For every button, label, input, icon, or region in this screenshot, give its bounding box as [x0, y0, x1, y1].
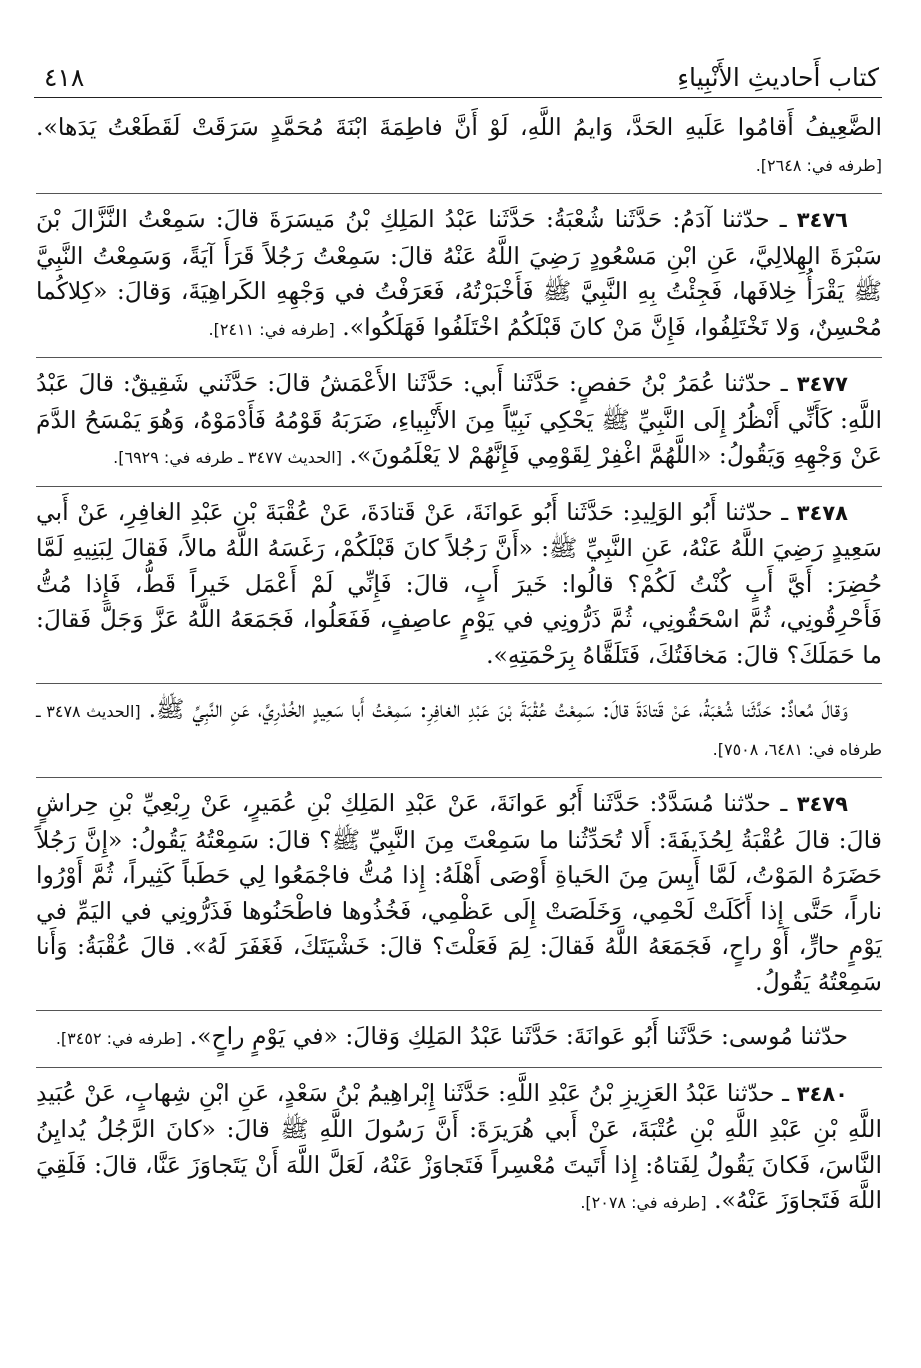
- paragraph-text: وَقالَ مُعاذٌ: حَدَّثَنا شُعْبَةُ، عَنْ قَتادَةَ قالَ: سَمِعْتُ عُقْبَةَ بْنَ عَبْدِ الغافِرِ: سَمِعْتُ أَبا سَعِيدٍ الخُدْرِيَّ، عَنِ النَّبِيِّ ﷺ.: [148, 695, 849, 723]
- paragraph-text: الضَّعِيفُ أَقامُوا عَلَيهِ الحَدَّ، وَايمُ اللَّهِ، لَوْ أَنَّ فاطِمَةَ ابْنَةَ مُحَمَّدٍ سَرَقَتْ لَقَطَعْتُ يَدَها».: [36, 113, 882, 141]
- cross-reference: [طرفه في: ٢٤١١].: [208, 319, 335, 339]
- separator: [36, 1010, 882, 1011]
- hadith-paragraph: [36, 786, 882, 1000]
- hadith-paragraph: [36, 110, 882, 183]
- separator: [36, 777, 882, 778]
- header-rule: [34, 97, 882, 98]
- hadith-number: ٣٤٧٩: [796, 792, 848, 816]
- cross-reference: [الحديث ٣٤٧٨ ـ طرفاه في: ٦٤٨١، ٧٥٠٨].: [36, 702, 882, 759]
- cross-reference: [طرفه في: ٢٦٤٨].: [755, 155, 882, 175]
- cross-reference: [الحديث ٣٤٧٧ ـ طرفه في: ٦٩٢٩].: [113, 448, 342, 467]
- paragraph-text: ـ حدّثنا أَبُو الوَلِيدِ: حَدَّثَنا أَبُو عَوانَةَ، عَنْ قَتادَةَ، عَنْ عُقْبَةَ بْنِ عَبْدِ الغافِرِ، عَنْ أَبي سَعِيدٍ رَضِيَ اللَّهُ عَنْهُ، عَنِ النَّبِيِّ ﷺ: «أَنَّ رَجُلاً كانَ قَبْلَكُمْ، رَغَسَهُ اللَّهُ مالاً، فَقالَ لِبَنِيهِ لَمَّا حُضِرَ: أَيَّ أَبٍ كُنْتُ لَكُمْ؟ قالُوا: خَيرَ أَبٍ، قالَ: فَإِنِّي لَمْ أَعْمَل خَيراً قَطُّ، فَإِذا مُتُّ فَأَحْرِقُونِي، ثُمَّ اسْحَقُونِي، ثُمَّ ذَرُّونِي في يَوْمٍ عاصِفٍ، فَفَعَلُوا، فَجَمَعَهُ اللَّهُ عَزَّ وَجَلَّ فَقالَ: ما حَمَلَكَ؟ قالَ: مَخافَتُكَ، فَتَلَقَّاهُ بِرَحْمَتِهِ».: [36, 497, 882, 669]
- paragraph-text: ـ حدّثنا عَبْدُ العَزِيزِ بْنُ عَبْدِ اللَّهِ: حَدَّثَنا إِبْراهِيمُ بْنُ سَعْدٍ، عَنِ ابْنِ شِهابٍ، عَنْ عُبَيدِ اللَّهِ بْنِ عَبْدِ اللَّهِ بْنِ عُتْبَةَ، عَنْ أَبي هُرَيرَةَ: أَنَّ رَسُولَ اللَّهِ ﷺ قالَ: «كانَ الرَّجُلُ يُدايِنُ النَّاسَ، فَكانَ يَقُولُ لِفَتاهُ: إِذا أَتَيتَ مُعْسِراً فَتَجاوَزْ عَنْهُ، لَعَلَّ اللَّهَ أَنْ يَتَجاوَزَ عَنَّا، قالَ: فَلَقِيَ اللَّهَ فَتَجاوَزَ عَنْهُ».: [36, 1078, 882, 1214]
- hadith-number: ٣٤٨٠: [796, 1081, 848, 1106]
- cross-reference: [طرفه في: ٢٠٧٨].: [580, 1193, 707, 1212]
- separator: [36, 486, 882, 487]
- separator: [36, 193, 882, 194]
- separator: [36, 1067, 882, 1068]
- hadith-paragraph: [36, 1076, 882, 1221]
- hadith-paragraph: [36, 366, 882, 476]
- hadith-paragraph: [36, 1019, 882, 1057]
- separator: [36, 357, 882, 358]
- paragraph-text: ـ حدّثنا عُمَرُ بْنُ حَفصٍ: حَدَّثَنا أَبي: حَدَّثَنا الأَعْمَشُ قالَ: حَدَّثَني شَقِيقٌ: قالَ عَبْدُ اللَّهِ: كَأَنِّي أَنْظُرُ إِلَى النَّبِيِّ ﷺ يَحْكِي نَبِيّاً مِنَ الأَنْبِياءِ، ضَرَبَهُ قَوْمُهُ فَأَدْمَوْهُ، وَهُوَ يَمْسَحُ الدَّمَ عَنْ وَجْهِهِ وَيَقُولُ: «اللَّهُمَّ اغْفِرْ لِقَوْمِي فَإِنَّهُمْ لا يَعْلَمُونَ».: [36, 369, 882, 469]
- paragraph-text: ـ حدّثنا آدَمُ: حَدَّثَنا شُعْبَةُ: حَدَّثَنا عَبْدُ المَلِكِ بْنُ مَيسَرَةَ قالَ: سَمِعْتُ النَّزَّالَ بْنَ سَبْرَةَ الهِلالِيَّ، عَنِ ابْنِ مَسْعُودٍ رَضِيَ اللَّهُ عَنْهُ قالَ: سَمِعْتُ رَجُلاً قَرَأَ آيَةً، وَسَمِعْتُ النَّبِيَّ ﷺ يَقْرَأُ خِلافَها، فَجِئْتُ بِهِ النَّبِيَّ ﷺ فَأَخْبَرْتُهُ، فَعَرَفْتُ في وَجْهِهِ الكَراهِيَةَ، وَقالَ: «كِلاكُما مُحْسِنٌ، وَلا تَخْتَلِفُوا، فَإِنَّ مَنْ كانَ قَبْلَكُمُ اخْتَلَفُوا فَهَلَكُوا».: [36, 205, 882, 341]
- hadith-paragraph: [36, 692, 882, 767]
- hadith-paragraph: [36, 495, 882, 674]
- paragraph-text: ـ حدّثنا مُسَدَّدٌ: حَدَّثَنا أَبُو عَوانَةَ، عَنْ عَبْدِ المَلِكِ بْنِ عُمَيرٍ، عَنْ رِبْعِيِّ بْنِ حِراشٍ قالَ: قالَ عُقْبَةُ لِحُذَيفَةَ: أَلا تُحَدِّثُنا ما سَمِعْتَ مِنَ النَّبِيِّ ﷺ؟ قالَ: سَمِعْتُهُ يَقُولُ: «إِنَّ رَجُلاً حَضَرَهُ المَوْتُ، لَمَّا أَيِسَ مِنَ الحَياةِ أَوْصَى أَهْلَهُ: إِذا مُتُّ فاجْمَعُوا لِي حَطَباً كَثِيراً، ثُمَّ أَوْرُوا ناراً، حَتَّى إِذا أَكَلَتْ لَحْمِي، وَخَلَصَتْ إِلَى عَظْمِي، فَخُذُوها فاطْحَنُوها فَذَرُّونِي في اليَمِّ في يَوْمٍ حارٍّ، أَوْ راحٍ، فَجَمَعَهُ اللَّهُ فَقالَ: لِمَ فَعَلْتَ؟ قالَ: خَشْيَتَكَ، فَغَفَرَ لَهُ». قالَ عُقْبَةُ: وَأَنا سَمِعْتُهُ يَقُولُ.: [36, 789, 882, 996]
- page-header: [44, 58, 879, 92]
- paragraph-text: حدّثنا مُوسى: حَدَّثَنا أَبُو عَوانَةَ: حَدَّثَنا عَبْدُ المَلِكِ وَقالَ: «في يَوْمٍ راحٍ».: [189, 1022, 848, 1050]
- page-number: ٤١٨: [44, 63, 85, 92]
- hadith-number: ٣٤٧٦: [796, 208, 848, 232]
- separator: [36, 683, 882, 684]
- hadith-number: ٣٤٧٧: [796, 372, 848, 396]
- cross-reference: [طرفه في: ٣٤٥٢].: [55, 1029, 183, 1048]
- book-title: كتاب أَحاديثِ الأَنْبِياءِ: [677, 63, 879, 92]
- hadith-number: ٣٤٧٨: [796, 500, 848, 525]
- hadith-paragraph: [36, 202, 882, 347]
- page-body: [36, 110, 882, 1221]
